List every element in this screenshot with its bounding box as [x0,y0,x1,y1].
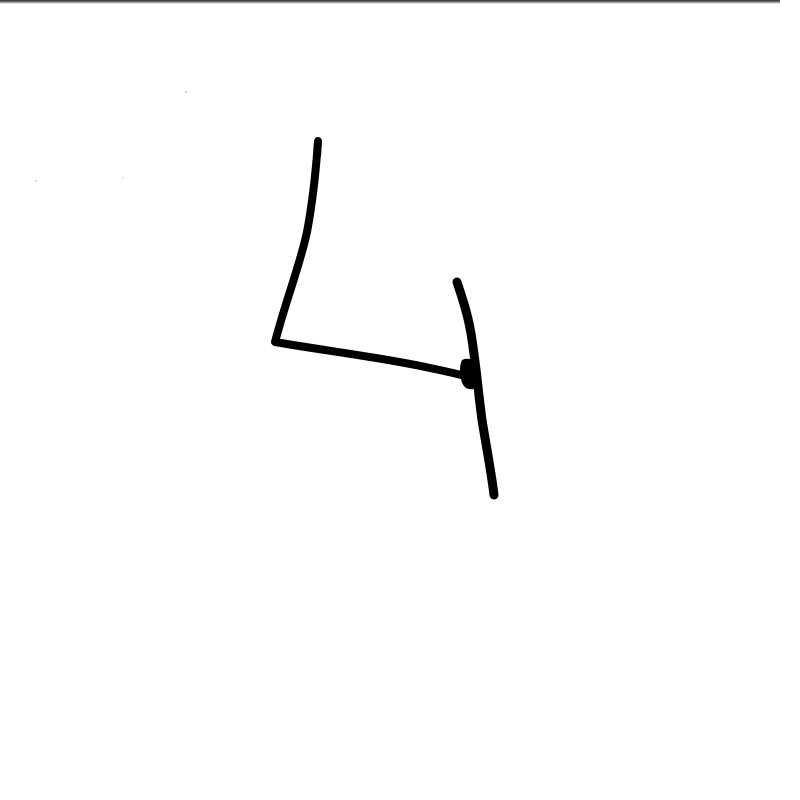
digit-stroke-top-blob [313,140,322,158]
digit-stroke-left-and-bar [275,141,474,378]
digit-stroke-right [457,282,494,495]
